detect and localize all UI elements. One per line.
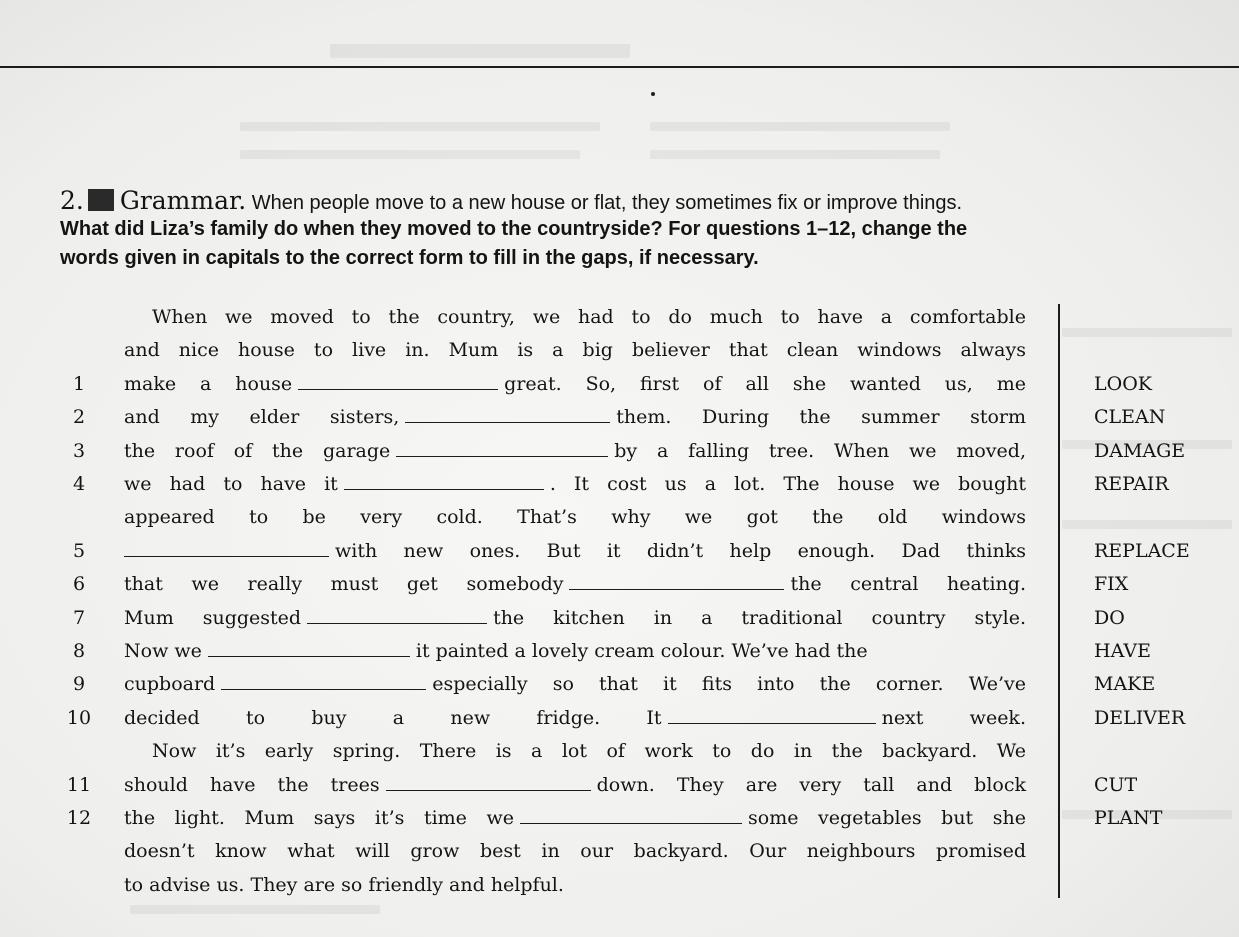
line-text: [124, 702, 1026, 735]
text-line: [0, 702, 1239, 735]
key-word: CUT: [1094, 773, 1138, 796]
line-text: [124, 468, 1026, 501]
text-line: [0, 501, 1239, 534]
text-segment: the roof of the garage: [124, 439, 391, 462]
text-line: [0, 401, 1239, 434]
text-segment: decided to buy a new fridge. It: [124, 706, 662, 729]
line-text: [124, 401, 1026, 434]
text-line: [0, 468, 1239, 501]
key-word: HAVE: [1094, 640, 1151, 662]
question-number: 1: [72, 372, 86, 395]
answer-gap[interactable]: [396, 438, 608, 457]
text-segment: the kitchen in a traditional country style.: [493, 606, 1026, 629]
bleed-through-mark: [240, 150, 580, 159]
text-segment: doesn’t know what will grow best in our backyard. Our neighbours promised: [124, 840, 1026, 863]
answer-gap[interactable]: [405, 404, 610, 423]
key-word: REPLACE: [1094, 539, 1190, 562]
question-number: 2: [72, 406, 86, 429]
line-text: [124, 635, 1026, 668]
line-text: [124, 501, 1026, 534]
text-segment: . It cost us a lot. The house we bought: [549, 473, 1026, 495]
key-word: CLEAN: [1094, 406, 1166, 429]
answer-gap[interactable]: [520, 805, 742, 824]
key-word: REPAIR: [1094, 473, 1169, 495]
key-word: MAKE: [1094, 673, 1156, 696]
key-word: FIX: [1094, 573, 1129, 596]
text-line: [0, 435, 1239, 468]
text-segment: especially so that it fits into the corner. We’ve: [432, 673, 1026, 696]
key-word: DO: [1094, 606, 1125, 629]
key-word: DELIVER: [1094, 706, 1186, 729]
text-segment: make a house: [124, 372, 293, 395]
text-segment: that we really must get somebody: [124, 573, 564, 596]
top-rule: [0, 66, 1239, 68]
answer-gap[interactable]: [307, 605, 487, 624]
text-segment: some vegetables but she: [748, 807, 1026, 829]
text-line: [0, 635, 1239, 668]
line-text: [124, 835, 1026, 868]
question-number: 3: [72, 439, 86, 462]
line-text: [124, 602, 1026, 635]
bleed-through-mark: [240, 122, 600, 131]
text-segment: by a falling tree. When we moved,: [614, 439, 1026, 462]
text-line: [0, 301, 1239, 334]
line-text: [124, 802, 1026, 835]
question-number: 8: [72, 640, 86, 662]
question-number: 11: [66, 773, 92, 796]
text-line: [0, 334, 1239, 367]
task-number: 2.: [60, 186, 84, 215]
question-number: 5: [72, 539, 86, 562]
task-title-line: [60, 186, 1230, 215]
text-segment: Now we: [124, 640, 202, 662]
text-line: [0, 668, 1239, 701]
answer-gap[interactable]: [298, 371, 498, 390]
text-segment: we had to have it: [124, 473, 338, 495]
key-word: LOOK: [1094, 372, 1152, 395]
text-segment: down. They are very tall and block: [596, 773, 1027, 796]
text-segment: great. So, first of all she wanted us, me: [504, 372, 1026, 395]
task-instruction: words given in capitals to the correct form to fill in the gaps, if necessary.: [60, 247, 759, 269]
line-text: [124, 535, 1026, 568]
text-segment: When we moved to the country, we had to do much to have a comfortable: [152, 306, 1026, 328]
bleed-through-mark: [330, 44, 630, 58]
text-line: [0, 602, 1239, 635]
line-text: [124, 301, 1026, 334]
task-label: Grammar.: [119, 186, 247, 215]
text-segment: should have the trees: [124, 773, 380, 796]
answer-gap[interactable]: [208, 638, 410, 657]
text-line: [0, 368, 1239, 401]
line-text: [124, 769, 1026, 802]
text-segment: the central heating.: [790, 573, 1026, 596]
answer-gap[interactable]: [344, 471, 544, 490]
text-segment: it painted a lovely cream colour. We’ve had the: [415, 640, 868, 662]
line-text: [124, 368, 1026, 401]
key-word: PLANT: [1094, 807, 1163, 829]
question-number: 12: [66, 807, 92, 829]
bleed-through-mark: [650, 150, 940, 159]
text-segment: cupboard: [124, 673, 216, 696]
text-line: [0, 735, 1239, 768]
bleed-through-mark: [130, 905, 380, 914]
text-segment: and my elder sisters,: [124, 406, 400, 429]
square-icon: [88, 189, 114, 211]
line-text: [124, 334, 1026, 367]
question-number: 4: [72, 473, 86, 495]
question-number: 10: [66, 706, 92, 729]
key-word: DAMAGE: [1094, 439, 1186, 462]
text-line: [0, 802, 1239, 835]
text-segment: Now it’s early spring. There is a lot of work to do in the backyard. We: [152, 740, 1026, 763]
answer-gap[interactable]: [668, 705, 876, 724]
text-segment: with new ones. But it didn’t help enough. Dad thinks: [335, 539, 1026, 562]
line-text: [124, 668, 1026, 701]
task-header: [60, 186, 1230, 273]
line-text: [124, 869, 1026, 902]
answer-gap[interactable]: [386, 772, 591, 791]
text-line: [0, 769, 1239, 802]
answer-gap[interactable]: [221, 671, 426, 690]
text-segment: and nice house to live in. Mum is a big believer that clean windows always: [124, 339, 1026, 362]
text-line: [0, 568, 1239, 601]
text-segment: Mum suggested: [124, 606, 302, 629]
question-number: 9: [72, 673, 86, 696]
print-speck: [651, 92, 655, 96]
line-text: [124, 435, 1026, 468]
text-segment: to advise us. They are so friendly and helpful.: [124, 873, 564, 896]
text-segment: them. During the summer storm: [616, 406, 1026, 429]
line-text: [124, 735, 1026, 768]
question-number: 7: [72, 606, 86, 629]
text-segment: the light. Mum says it’s time we: [124, 807, 514, 829]
task-intro: When people move to a new house or flat, they sometimes fix or improve things.: [251, 192, 963, 214]
task-instruction: What did Liza’s family do when they moved to the countryside? For questions 1–12, change the: [60, 218, 968, 240]
line-text: [124, 568, 1026, 601]
text-line: [0, 535, 1239, 568]
text-line: [0, 835, 1239, 868]
text-segment: appeared to be very cold. That’s why we got the old windows: [124, 506, 1026, 529]
answer-gap[interactable]: [569, 571, 784, 590]
bleed-through-mark: [650, 122, 950, 131]
question-number: 6: [72, 573, 86, 596]
answer-gap[interactable]: [124, 538, 329, 557]
text-line: [0, 869, 1239, 902]
text-segment: next week.: [881, 706, 1026, 729]
